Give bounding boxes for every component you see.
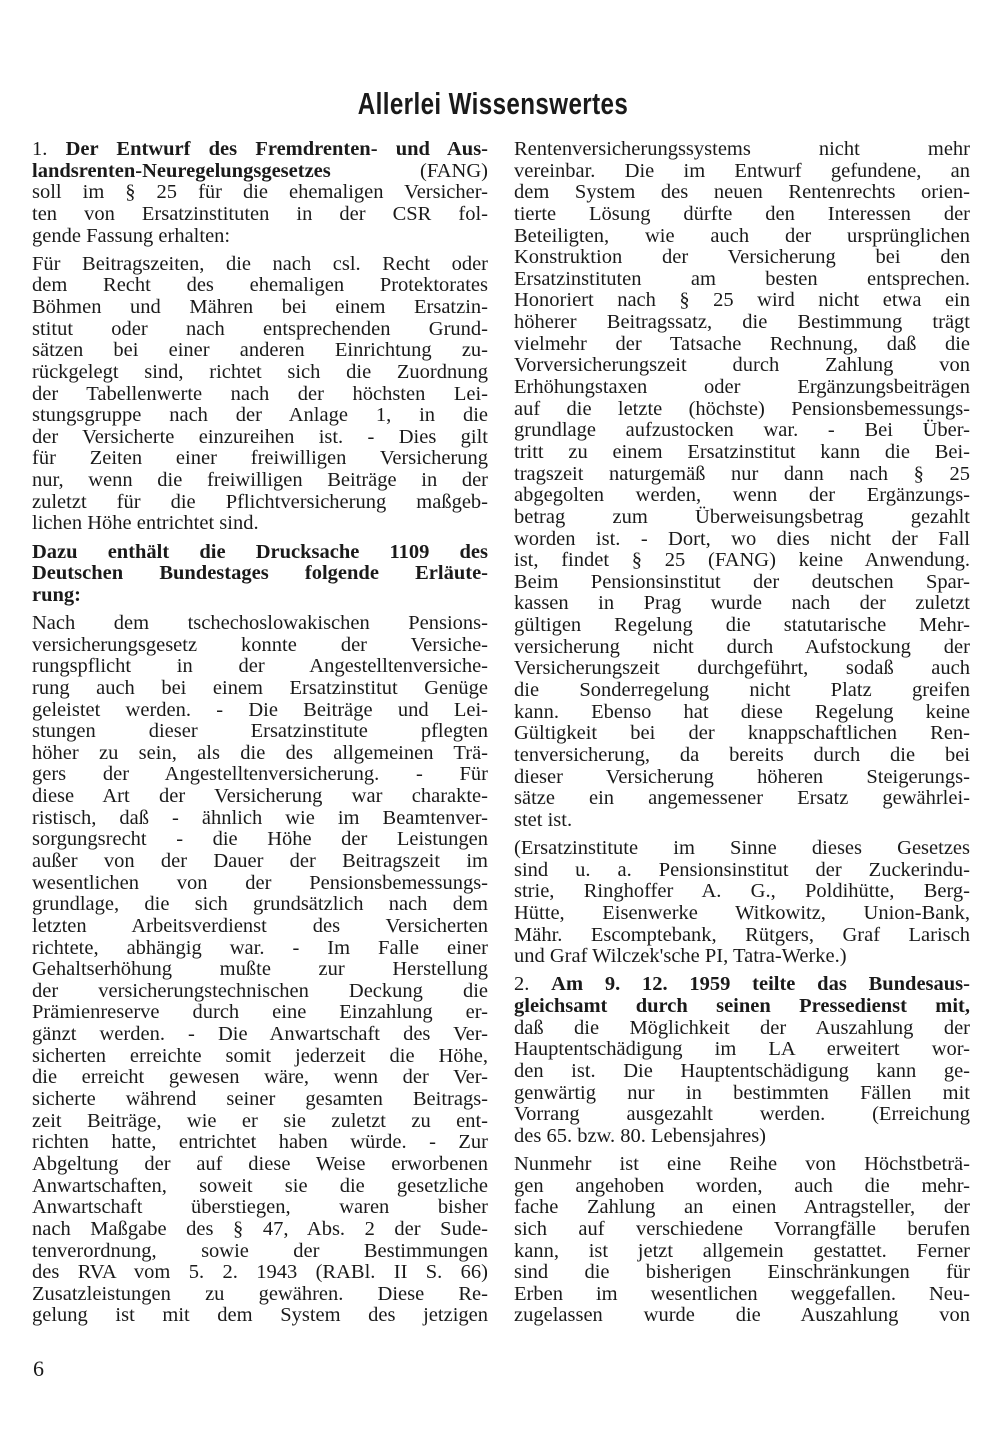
text-line: Vorrang ausgezahlt werden. (Erreichung <box>514 1103 970 1126</box>
text-line: letzten Arbeitsverdienst des Versicherten <box>32 914 488 937</box>
text-line: lichen Höhe entrichtet sind. <box>32 512 259 535</box>
text-line: Honoriert nach § 25 wird nicht etwa ein <box>514 289 970 312</box>
text-line: daß die Möglichkeit der Auszahlung der <box>514 1016 970 1039</box>
text-line: Beteiligten, wie auch der ursprünglichen <box>514 224 970 247</box>
text-line: Für Beitragszeiten, die nach csl. Recht oder <box>32 252 488 275</box>
paragraph <box>514 974 970 1147</box>
text-line: sicherten erreichte somit jederzeit die Höhe, <box>32 1044 488 1067</box>
text-segment: (FANG) <box>420 159 488 182</box>
text-line: kassen in Prag wurde nach der zuletzt <box>514 592 970 615</box>
text-line: geleistet werden. - Die Beiträge und Lei- <box>32 698 488 721</box>
text-line: gelung ist mit dem System des jetzigen <box>32 1304 488 1327</box>
text-line: tierte Lösung dürfte den Interessen der <box>514 202 970 225</box>
text-line: gers der Angestelltenversicherung. - Für <box>32 763 488 786</box>
bold-text: landsrenten-Neuregelungsgesetzes <box>32 159 421 182</box>
text-line: Beim Pensionsinstitut der deutschen Spar- <box>514 570 970 593</box>
text-line: sind die bisherigen Einschränkungen für <box>514 1261 970 1284</box>
text-line: stungsgruppe nach der Anlage 1, in die <box>32 404 488 427</box>
text-line: Zusatzleistungen zu gewähren. Diese Re- <box>32 1282 488 1305</box>
text-line: genwärtig nur in bestimmten Fällen mit <box>514 1081 970 1104</box>
text-line: sorgungsrecht - die Höhe der Leistungen <box>32 828 488 851</box>
text-line: Erben im wesentlichen weggefallen. Neu- <box>514 1282 970 1305</box>
paragraph <box>514 139 970 832</box>
text-line: Böhmen und Mähren bei einem Ersatzin- <box>32 295 488 318</box>
bold-text: rung: <box>32 583 81 606</box>
text-line: Versicherungszeit durchgeführt, sodaß auch <box>514 657 970 680</box>
text-line: wesentlichen von der Pensionsbemessungs- <box>32 871 488 894</box>
text-line <box>514 996 970 1018</box>
paragraph <box>32 613 488 1327</box>
text-line: betrag zum Überweisungsbetrag gezahlt <box>514 505 970 528</box>
text-line: gende Fassung erhalten: <box>32 224 231 247</box>
bold-text: Am 9. 12. 1959 teilte das Bundesaus- <box>551 973 970 996</box>
text-segment: 1. <box>32 138 66 160</box>
text-line: außer von der Dauer der Beitragszeit im <box>32 850 488 872</box>
text-line: Gehaltserhöhung mußte zur Herstellung <box>32 958 488 981</box>
paragraph <box>32 139 488 247</box>
text-line <box>32 139 488 161</box>
text-line: versicherung nicht durch Aufstockung der <box>514 635 970 658</box>
text-line: vereinbar. Die im Entwurf gefundene, an <box>514 159 970 182</box>
text-line: ten von Ersatzinstituten in der CSR fol- <box>32 202 488 225</box>
text-line: rungspflicht in der Angestelltenversiche- <box>32 655 488 678</box>
paragraph <box>514 838 970 968</box>
text-column-right <box>514 139 970 1334</box>
text-line: tenverordnung, sowie der Bestimmungen <box>32 1239 488 1262</box>
text-line: gänzt werden. - Die Anwartschaft des Ver- <box>32 1023 488 1046</box>
text-line: grundlage aufzustocken war. - Bei Über- <box>514 419 970 442</box>
bold-text: Der Entwurf des Fremdrenten- und Aus- <box>65 138 489 160</box>
bold-text: gleichsamt durch seinen Pressedienst mit, <box>514 994 970 1017</box>
text-line: Rentenversicherungssystems nicht mehr <box>514 138 970 160</box>
text-line: auf die letzte (höchste) Pensionsbemessungs- <box>514 397 970 420</box>
text-line: stitut oder nach entsprechenden Grund- <box>32 317 488 340</box>
text-line: soll im § 25 für die ehemaligen Versicher- <box>32 181 488 204</box>
text-line: Hütte, Eisenwerke Witkowitz, Union-Bank, <box>514 901 970 924</box>
text-line: vielmehr der Tatsache Rechnung, daß die <box>514 332 970 355</box>
text-line: fache Zahlung an einen Antragsteller, der <box>514 1196 970 1219</box>
text-line: des 65. bzw. 80. Lebensjahres) <box>514 1124 766 1147</box>
text-line: Anwartschaften, soweit sie die gesetzliche <box>32 1174 488 1197</box>
text-line: nur, wenn die freiwilligen Beiträge in der <box>32 469 488 492</box>
text-line <box>32 563 488 585</box>
text-line: ist, findet § 25 (FANG) keine Anwendung. <box>514 549 970 572</box>
text-line <box>514 974 970 996</box>
text-line: stungen dieser Ersatzinstitute pflegten <box>32 720 488 743</box>
text-line: Gültigkeit bei der knappschaftlichen Ren- <box>514 722 970 745</box>
text-line: sich auf verschiedene Vorrangfälle berufen <box>514 1217 970 1240</box>
text-line: dem Recht des ehemaligen Protektorates <box>32 274 488 297</box>
paragraph <box>514 1154 970 1327</box>
text-line: grundlage, die sich grundsätzlich nach dem <box>32 893 488 916</box>
text-line: der Versicherte einzureihen ist. - Dies gilt <box>32 425 488 448</box>
text-segment: 2. <box>514 973 552 996</box>
text-line: die Sonderregelung nicht Platz greifen <box>514 679 970 702</box>
text-line: Vorversicherungszeit durch Zahlung von <box>514 354 970 377</box>
text-column-left <box>32 139 488 1334</box>
text-line: stet ist. <box>514 808 573 831</box>
paragraph <box>32 254 488 535</box>
text-line: Prämienreserve durch eine Einzahlung er- <box>32 1001 488 1024</box>
text-line: Ersatzinstituten am besten entsprechen. <box>514 267 970 290</box>
text-line: kann, ist jetzt allgemein gestattet. Ferner <box>514 1239 970 1262</box>
text-line: nach Maßgabe des § 47, Abs. 2 der Sude- <box>32 1217 488 1240</box>
text-line: rückgelegt sind, richtet sich die Zuordnung <box>32 360 488 383</box>
text-line: Abgeltung der auf diese Weise erworbenen <box>32 1152 488 1175</box>
text-line: richtete, abhängig war. - Im Falle einer <box>32 936 488 959</box>
text-line: kann. Ebenso hat diese Regelung keine <box>514 700 970 723</box>
text-line: tritt zu einem Ersatzinstitut kann die Bei- <box>514 440 970 463</box>
text-line: sätzen bei einer anderen Einrichtung zu- <box>32 339 488 362</box>
text-line: tragszeit naturgemäß nur dann nach § 25 <box>514 462 970 485</box>
text-line: und Graf Wilczek'sche PI, Tatra-Werke.) <box>514 945 847 968</box>
text-line: gen angehoben worden, auch die mehr- <box>514 1174 970 1197</box>
text-line: Konstruktion der Versicherung bei den <box>514 246 970 269</box>
text-line: zuletzt für die Pflichtversicherung maßgeb- <box>32 490 488 513</box>
text-line: Hauptentschädigung im LA erweitert wor- <box>514 1038 970 1061</box>
text-line: sicherte während seiner gesamten Beitrags- <box>32 1088 488 1111</box>
bold-text: Deutschen Bundestages folgende Erläute- <box>32 562 488 585</box>
text-line: diese Art der Versicherung war charakte- <box>32 785 488 808</box>
text-line: für Zeiten einer freiwilligen Versicherung <box>32 447 488 470</box>
text-line: abgegolten werden, wenn der Ergänzungs- <box>514 484 970 507</box>
paragraph <box>32 542 488 607</box>
text-line: Mähr. Escomptebank, Rütgers, Graf Larisch <box>514 923 970 946</box>
text-line: sätze ein angemessener Ersatz gewährlei- <box>514 787 970 810</box>
text-line: tenversicherung, da bereits durch die bei <box>514 743 970 766</box>
text-line: Nach dem tschechoslowakischen Pensions- <box>32 611 488 634</box>
text-line <box>32 542 488 564</box>
text-line: höher zu sein, als die des allgemeinen Trä- <box>32 741 488 764</box>
text-line: (Ersatzinstitute im Sinne dieses Gesetzes <box>514 837 970 859</box>
page-number: 6 <box>33 1356 44 1381</box>
text-line: der versicherungstechnischen Deckung die <box>32 979 488 1002</box>
text-line: worden ist. - Dort, wo dies nicht der Fall <box>514 527 970 550</box>
text-line <box>32 161 488 183</box>
text-line: zugelassen wurde die Auszahlung von <box>514 1304 970 1327</box>
text-line: Nunmehr ist eine Reihe von Höchstbeträ- <box>514 1152 970 1175</box>
text-line: zeit Beiträge, wie er sie zuletzt zu ent- <box>32 1109 488 1132</box>
text-line: des RVA vom 5. 2. 1943 (RABl. II S. 66) <box>32 1261 488 1284</box>
text-line: versicherungsgesetz konnte der Versiche- <box>32 633 488 656</box>
text-line: sind u. a. Pensionsinstitut der Zuckerindu- <box>514 858 970 881</box>
text-line: der Tabellenwerte nach der höchsten Lei- <box>32 382 488 405</box>
text-line <box>32 585 488 607</box>
text-line: Anwartschaft überstiegen, waren bisher <box>32 1196 488 1219</box>
text-line: dem System des neuen Rentenrechts orien- <box>514 181 970 204</box>
page-title: Allerlei Wissenswertes <box>357 86 629 121</box>
text-line: den ist. Die Hauptentschädigung kann ge- <box>514 1059 970 1082</box>
text-line: Erhöhungstaxen oder Ergänzungsbeiträgen <box>514 376 970 399</box>
text-line: rung auch bei einem Ersatzinstitut Genüge <box>32 676 488 699</box>
text-line: höherer Beitragssatz, die Bestimmung trägt <box>514 311 970 334</box>
text-line: strie, Ringhoffer A. G., Poldihütte, Berg- <box>514 880 970 903</box>
bold-text: Dazu enthält die Drucksache 1109 des <box>32 540 488 563</box>
text-line: gültigen Regelung die statutarische Mehr- <box>514 614 970 637</box>
text-line: die erreicht gewesen wäre, wenn der Ver- <box>32 1066 488 1089</box>
text-line: richten hatte, entrichtet haben würde. - Zur <box>32 1131 488 1154</box>
text-line: ristisch, daß - ähnlich wie im Beamtenver- <box>32 806 488 829</box>
text-line: dieser Versicherung höheren Steigerungs- <box>514 765 970 788</box>
